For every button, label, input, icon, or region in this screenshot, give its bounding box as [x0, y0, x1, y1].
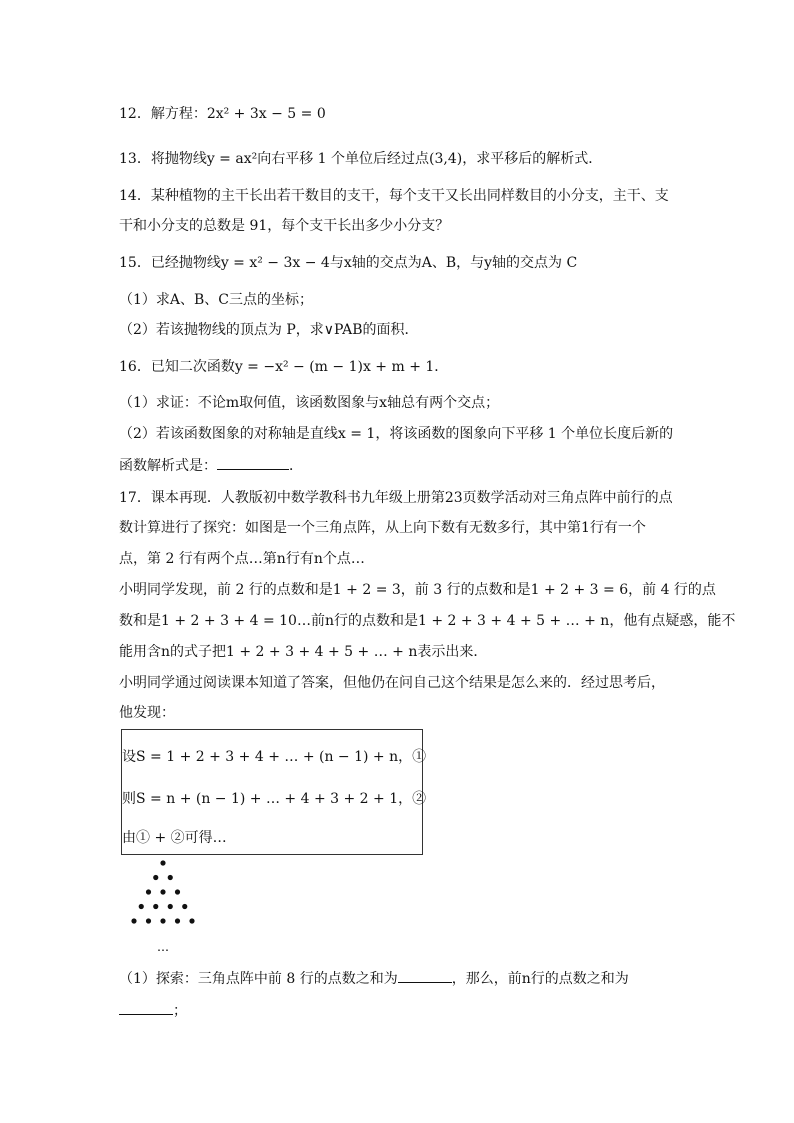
dot-r5-4	[175, 918, 180, 923]
question-1-text-2: ，那么，前n行的点数之和为	[451, 971, 629, 987]
problem-17-line5: 数和是1 + 2 + 3 + 4 = 10…前n行的点数和是1 + 2 + 3 + 4 + 5 + … + n，他有点疑惑，能不	[119, 613, 736, 629]
derivation-box	[121, 729, 427, 855]
question-1-end: ；	[173, 1003, 187, 1019]
question-1-line1	[119, 968, 629, 989]
problem-17-line7: 小明同学通过阅读课本知道了答案，但他仍在问自己这个结果是怎么来的．经过思考后，	[119, 675, 665, 691]
dot-r4-3	[168, 904, 173, 909]
problem-17-line3: 点，第 2 行有两个点…第n行有n个点…	[119, 551, 365, 567]
derivation-line3: 由① + ②可得…	[122, 830, 227, 846]
dot-r5-2	[146, 918, 151, 923]
question-1-text: （1）探索：三角点阵中前 8 行的点数之和为	[119, 971, 398, 987]
dot-r1-1	[160, 860, 165, 865]
problem-16-part2-line2	[119, 455, 303, 476]
problem-16: 16．已知二次函数y = −x² − (m − 1)x + m + 1．	[119, 359, 449, 375]
answer-blank-17-2[interactable]	[119, 1000, 173, 1015]
dot-r5-3	[160, 918, 165, 923]
dot-r5-1	[131, 918, 136, 923]
problem-17-line8: 他发现：	[119, 705, 175, 721]
answer-blank-17-1[interactable]	[398, 968, 452, 983]
dot-r5-5	[189, 918, 194, 923]
dot-r3-2	[160, 889, 165, 894]
dot-array-ellipsis: …	[157, 940, 169, 954]
triangle-dot-array	[112, 855, 222, 955]
problem-12: 12．解方程：2x² + 3x − 5 = 0	[119, 106, 326, 122]
derivation-line1: 设S = 1 + 2 + 3 + 4 + … + (n − 1) + n，①	[122, 749, 427, 765]
answer-blank-16[interactable]	[217, 455, 289, 470]
problem-16-part2-line1: （2）若该函数图象的对称轴是直线x = 1，将该函数的图象向下平移 1 个单位长度后新的	[119, 426, 674, 442]
problem-14-line2: 干和小分支的总数是 91，每个支干长出多少小分支？	[119, 218, 450, 234]
dot-r4-2	[153, 904, 158, 909]
problem-16-part2-text: 函数解析式是：	[119, 458, 217, 474]
problem-15-part1: （1）求A、B、C三点的坐标；	[119, 292, 314, 308]
problem-17-line6: 能用含n的式子把1 + 2 + 3 + 4 + 5 + … + n表示出来．	[119, 644, 488, 660]
dot-r4-4	[182, 904, 187, 909]
dot-r3-3	[175, 889, 180, 894]
question-1-line2	[119, 1000, 187, 1021]
dot-r4-1	[139, 904, 144, 909]
problem-13: 13．将抛物线y = ax²向右平移 1 个单位后经过点(3,4)，求平移后的解析式．	[119, 151, 603, 167]
dot-r3-1	[146, 889, 151, 894]
dot-r2-2	[168, 875, 173, 880]
problem-15: 15．已经抛物线y = x² − 3x − 4与x轴的交点为A、B，与y轴的交点为 C	[119, 255, 578, 271]
derivation-line2: 则S = n + (n − 1) + … + 4 + 3 + 2 + 1，②	[122, 791, 427, 807]
problem-17-line4: 小明同学发现，前 2 行的点数和是1 + 2 = 3，前 3 行的点数和是1 + 2 + 3 = 6，前 4 行的点	[119, 582, 716, 598]
problem-16-part1: （1）求证：不论m取何值，该函数图象与x轴总有两个交点；	[119, 395, 500, 411]
problem-17-line2: 数计算进行了探究：如图是一个三角点阵，从上向下数有无数多行，其中第1行有一个	[119, 520, 646, 536]
problem-14-line1: 14．某种植物的主干长出若干数目的支干，每个支干又长出同样数目的小分支，主干、支	[119, 188, 669, 204]
dot-r2-1	[153, 875, 158, 880]
problem-17-line1: 17．课本再现．人教版初中数学教科书九年级上册第23页数学活动对三角点阵中前行的点	[119, 490, 673, 506]
problem-16-end: ．	[289, 458, 303, 474]
problem-15-part2: （2）若该抛物线的顶点为 P，求∨PAB的面积．	[119, 322, 419, 338]
